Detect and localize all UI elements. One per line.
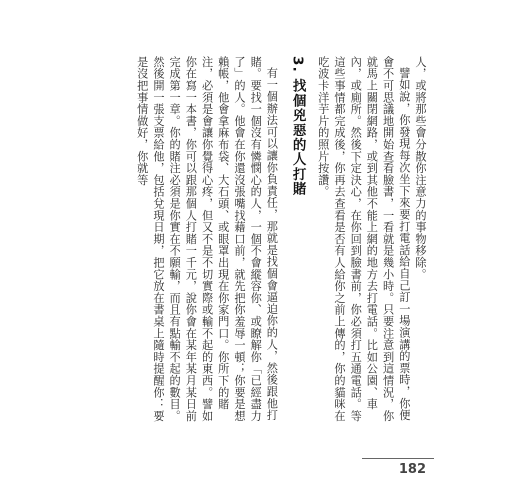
paragraph: 有一個辦法可以讓你負責任，那就是找個會逼迫你的人，然後跟他打賭。要找一個沒有憐憫心的人，一個不會縱容你、或瞭解你「已經盡力了」的人。他會在你還沒張嘴找藉口前，就先把你羞辱一頓；你要是想賴帳，他會拿麻布袋、大石頭、或眼罩出現在你家門口。你所下的賭注，必須是會讓你覺得心疼，但又不是不切實際或輸不起的東西。譬如你在寫一本書，你可以跟那個人打賭一千元，說你會在某年某月某日前完成第一章。你的賭注必須是你實在不願輸，而且有點輸不起的數目。然後開一張支票給他，包括兌現日期，把它放在書桌上隨時提醒你：要是沒把事情做好，你就等 (135, 56, 279, 422)
body-text (128, 56, 428, 424)
page-number: 182 (398, 462, 426, 477)
page-number-rule (362, 458, 434, 459)
paragraph: 譬如說，你發現每次坐下來要打電話給自己訂一場演講的票時，你便會不可思議地開始查看臉書，一看就是幾小時。只要注意到這情況，你就馬上關閉網路，或到其他不能上網的地方去打電話。比如公園、車內，或廁所。然後下定決心，在你回到臉書前，你必須打五通電話。等這些事情都完成後，你再去查看是否有人給你之前上傳的，你的貓咪在吃波卡洋芋片的照片按讚。 (316, 56, 411, 422)
section-heading: 3. 找個兇惡的人打賭 (289, 56, 306, 197)
paragraph: 人，或將那些會分散你注意力的事物移除。 (414, 56, 427, 281)
